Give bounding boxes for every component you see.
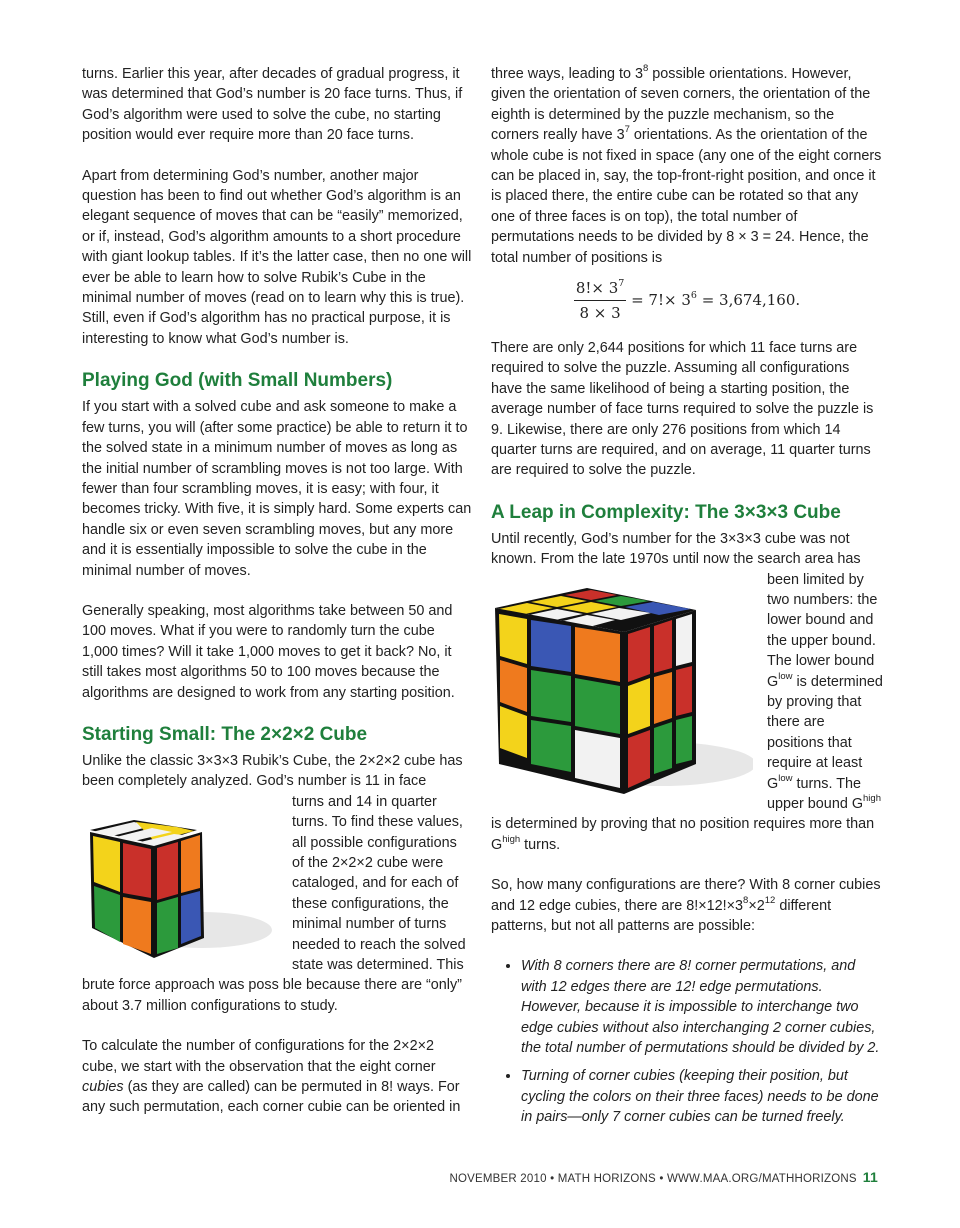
paragraph	[491, 529, 883, 570]
text-run: ×2	[748, 897, 765, 914]
text-run: is determined by proving that there are positions that require at least G	[767, 673, 883, 792]
paragraph: turns and 14 in quarter turns. To find these values, all possible configurations of the 2×2×2 cube were cataloged, and for each of these configurations, the minimal number of turns needed to reach the solved state was determined. This brute force approach was poss ble because there are “only” about 3.7 million configurations to study.	[82, 793, 466, 1014]
superscript: high	[502, 834, 521, 846]
superscript: low	[778, 670, 793, 682]
cube-2x2-image	[82, 810, 278, 960]
text-run: different patterns, but not all patterns are possible:	[491, 897, 832, 935]
superscript: 8	[743, 894, 749, 906]
right-column	[491, 64, 883, 1136]
page-footer	[450, 1169, 879, 1185]
figure-2x2-cube	[82, 810, 278, 960]
text-run: turns.	[520, 836, 561, 853]
paragraph: turns. Earlier this year, after decades of gradual progress, it was determined that God’s number is 20 face turns. Thus, if God’s algorithm were used to solve the cube, no starting position would ever require more than 20 face turns.	[82, 66, 463, 144]
superscript: 7	[624, 124, 630, 136]
paragraph	[82, 1036, 472, 1118]
formula-rhs: = 3,674,160.	[696, 290, 801, 309]
text-run: three ways, leading to 3	[491, 66, 643, 82]
text-run: orientations. As the orientation of the whole cube is not fixed in space (any one of the eight corners can be placed in, say, the top-front-right position, and once it is placed there, the entire cube can be rotated so that any one of three faces is on top), the total number of permutations needs to be divided by 8 × 3 = 24. Hence, the total number of positions is	[491, 127, 882, 266]
text-run: 8!× 3	[575, 279, 619, 298]
superscript: 6	[690, 289, 697, 301]
paragraph: Generally speaking, most algorithms take between 50 and 100 moves. What if you were to randomly turn the cube 1,000 times? Will it take 1,000 moves to get it back? No, it still takes most algorithms 50 to 100 moves because the algorithms are designed to work from any starting position.	[82, 602, 455, 701]
text-run: possible orientations. However, given the orientation of seven corners, the orientation of the eighth is determined by the puzzle mechanism, so the corners really have 3	[491, 66, 871, 144]
list-item: • With 8 corners there are 8! corner permutations, and with 12 edges there are 12! edge permutations. However, because it is impossible to interchange two edge cubies without also interchanging 2 corner cubies, the total number of permutations should be divided by 2.	[521, 956, 883, 1058]
paragraph: There are only 2,644 positions for which 11 face turns are required to solve the puzzle. Assuming all configurations have the same likelihood of being a starting position, the average number of face turns required to solve the puzzle is 9. Likewise, there are only 276 positions from which 14 quarter turns are required, and on average, 11 quarter turns are required to solve the puzzle.	[491, 339, 874, 479]
paragraph-text: Until recently, God’s number for the 3×3×3 cube was not known. From the late 1970s until now the search area has	[491, 530, 861, 568]
cube-3x3-image	[491, 584, 753, 799]
formula-numerator	[574, 278, 627, 301]
paragraph	[82, 751, 472, 792]
figure-3x3-cube	[491, 584, 753, 799]
paragraph-text: (as they are called) can be permuted in 8! ways. For any such permutation, each corner cubie can be oriented in	[82, 1079, 461, 1116]
bullet-list	[491, 956, 883, 1127]
paragraph	[491, 875, 883, 936]
superscript: 8	[643, 63, 649, 75]
list-item: • Turning of corner cubies (keeping their position, but cycling the colors on their three faces) needs to be done in pairs—only 7 corner cubies can be turned freely.	[521, 1066, 883, 1127]
section-heading-playing-god: Playing God (with Small Numbers)	[82, 370, 393, 392]
superscript: 12	[764, 894, 776, 906]
section-heading-starting-small: Starting Small: The 2×2×2 Cube	[82, 723, 368, 745]
page-number: 11	[862, 1169, 878, 1185]
left-column	[82, 64, 472, 1138]
text-run: is determined by proving that no position requires more than G	[491, 816, 875, 853]
paragraph	[491, 64, 883, 268]
formula-rhs: = 7!× 3	[626, 290, 691, 309]
positions-formula	[491, 278, 883, 324]
formula-fraction	[574, 278, 627, 324]
paragraph-text: Unlike the classic 3×3×3 Rubik’s Cube, the 2×2×2 cube has been completely analyzed. God’s number is 11 in face	[82, 752, 463, 790]
section-heading-leap: A Leap in Complexity: The 3×3×3 Cube	[491, 501, 841, 523]
paragraph: Apart from determining God’s number, another major question has been to find out whether God’s algorithm is an elegant sequence of moves that can be “easily” memorized, or if, instead, God’s algorithm amounts to a short procedure with giant lookup tables. If it’s the latter case, then no one will ever be able to learn how to solve Rubik’s Cube in the minimal number of moves (read on to learn why this is true). Still, even if God’s algorithm has no practical purpose, it is interesting to know what God’s number is.	[82, 167, 472, 347]
emphasis-cubies: cubies	[82, 1079, 124, 1096]
text-run: been limited by two numbers: the lower bound and the upper bound. The lower bound G	[767, 571, 878, 690]
formula-denominator: 8 × 3	[579, 304, 621, 323]
superscript: high	[863, 793, 881, 805]
paragraph-text: To calculate the number of configurations for the 2×2×2 cube, we start with the observation that the eight corner	[82, 1038, 436, 1075]
paragraph: If you start with a solved cube and ask someone to make a few turns, you will (after some practice) be able to return it to the solved state in a minimum number of moves as long as the initial number of scrambling moves is not too large. With fewer than four scrambling moves, it is easy; with four, it becomes tricky. With five, it is simply hard. Some experts can handle six or even seven scrambling moves, but any more and it is essentially impossible to solve the cube in the minimal number of moves.	[82, 399, 472, 579]
text-run: So, how many configurations are there? With 8 corner cubies and 12 edge cubies, there are 8!×12!×3	[491, 877, 881, 914]
text-run: turns. The upper bound G	[767, 775, 864, 812]
footer-text: NOVEMBER 2010 • MATH HORIZONS • WWW.MAA.ORG/MATHHORIZONS	[449, 1173, 857, 1185]
superscript: 7	[618, 278, 625, 290]
superscript: low	[778, 772, 793, 784]
